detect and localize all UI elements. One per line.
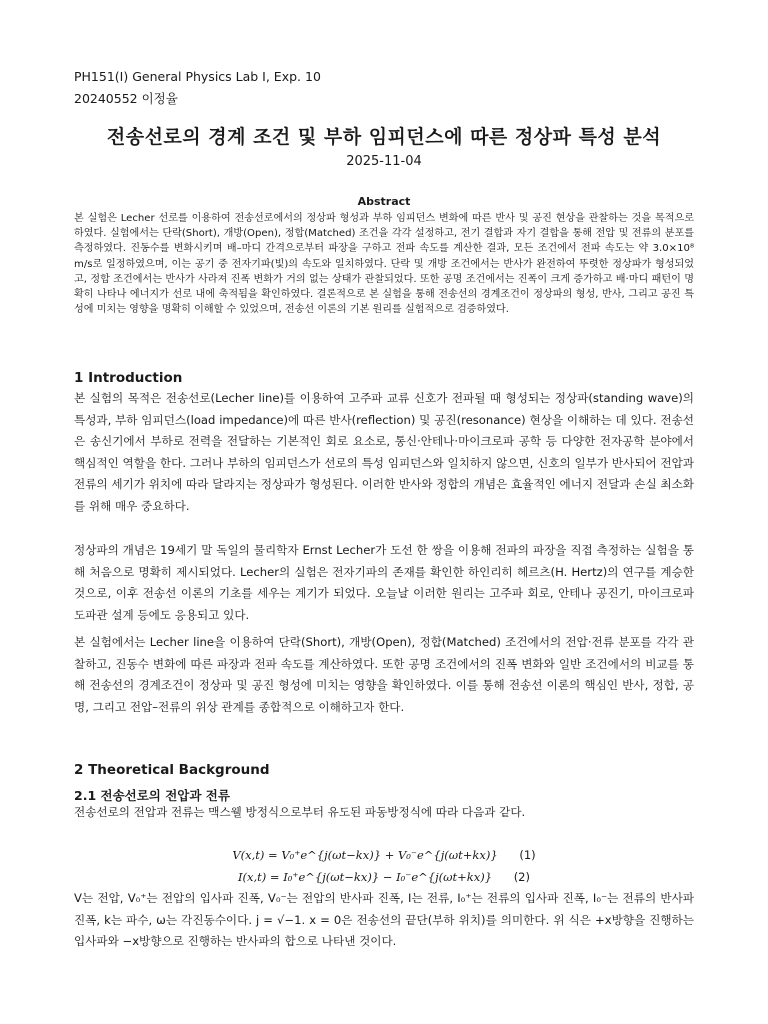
equation-2-number: (2) <box>513 870 530 884</box>
theory-heading: 2 Theoretical Background <box>74 762 270 778</box>
equation-2-body: I(x,t) = I₀⁺e^{j(ωt−kx)} − I₀⁻e^{j(ωt+kx)} <box>238 870 493 884</box>
intro-paragraph-1: 본 실험의 목적은 전송선로(Lecher line)를 이용하여 고주파 교류 신호가 전파될 때 형성되는 정상파(standing wave)의 특성과, 부하 임피던스(load impedance)에 따른 반사(reflection) 및 공진(resonance) 현상을 이해하는 데 있다. 전송선은 송신기에서 부하로 전력을 전달하는 기본적인 회로 요소로, 통신·안테나·마이크로파 공학 등 다양한 전자공학 분야에서 핵심적인 역할을 한다. 그러나 부하의 임피던스가 선로의 특성 임피던스와 일치하지 않으면, 신호의 일부가 반사되어 전압과 전류의 세기가 위치에 따라 달라지는 정상파가 형성된다. 이러한 반사와 정합의 개념은 효율적인 에너지 전달과 손실 최소화를 위해 매우 중요하다. <box>74 391 694 513</box>
theory-paragraph-1: 전송선로의 전압과 전류는 맥스웰 방정식으로부터 유도된 파동방정식에 따라 다음과 같다. <box>74 805 526 819</box>
intro-paragraph-3: 본 실험에서는 Lecher line을 이용하여 단락(Short), 개방(Open), 정합(Matched) 조건에서의 전압·전류 분포를 각각 관찰하고, 진동수 변화에 따른 파장과 전파 속도를 계산하였다. 또한 공명 조건에서의 진폭 변화와 일반 조건에서의 비교를 통해 전송선의 경계조건이 정상파 및 공진 형성에 미치는 영향을 확인하였다. 이를 통해 전송선 이론의 핵심인 반사, 정합, 공명, 그리고 전압–전류의 위상 관계를 종합적으로 이해하고자 한다. <box>74 635 694 714</box>
abstract-heading: Abstract <box>357 195 411 208</box>
author-line: 20240552 이정율 <box>74 91 178 106</box>
abstract-text: 본 실험은 Lecher 선로를 이용하여 전송선로에서의 정상파 형성과 부하 임피던스 변화에 따른 반사 및 공진 현상을 관찰하는 것을 목적으로 하였다. 실험에서는 단락(Short), 개방(Open), 정합(Matched) 조건을 각각 설정하고, 전기 결합과 자기 결합을 통해 전압 및 전류의 분포를 측정하였다. 진동수를 변화시키며 배–마디 간격으로부터 파장을 구하고 전파 속도를 계산한 결과, 모든 조건에서 전파 속도는 약 3.0×10⁸ m/s로 일정하였으며, 이는 공기 중 전자기파(빛)의 속도와 일치하였다. 단락 및 개방 조건에서는 반사가 완전하여 뚜렷한 정상파가 형성되었고, 정합 조건에서는 반사가 사라져 진폭 변화가 거의 없는 상태가 관찰되었다. 또한 공명 조건에서는 진폭이 크게 증가하고 배·마디 패턴이 명확히 나타나 에너지가 선로 내에 축적됨을 확인하였다. 결론적으로 본 실험을 통해 전송선의 경계조건이 정상파의 형성, 반사, 그리고 공진 특성에 미치는 영향을 명확히 이해할 수 있었으며, 전송선 이론의 기본 원리를 실험적으로 검증하였다. <box>74 213 694 316</box>
theory-subheading: 2.1 전송선로의 전압과 전류 <box>74 788 230 803</box>
intro-paragraph-2: 정상파의 개념은 19세기 말 독일의 물리학자 Ernst Lecher가 도선 한 쌍을 이용해 전파의 파장을 직접 측정하는 실험을 통해 처음으로 명확히 제시되었다. Lecher의 실험은 전자기파의 존재를 확인한 하인리히 헤르츠(H. Hertz)의 연구를 계승한 것으로, 이후 전송선 이론의 기초를 세우는 계기가 되었다. 오늘날 이러한 원리는 고주파 회로, 안테나 공진기, 마이크로파 도파관 설계 등에도 응용되고 있다. <box>74 543 694 622</box>
intro-heading: 1 Introduction <box>74 370 183 386</box>
header-meta <box>74 66 321 110</box>
theory-paragraph-2: V는 전압, V₀⁺는 전압의 입사파 진폭, V₀⁻는 전압의 반사파 진폭, I는 전류, I₀⁺는 전류의 입사파 진폭, I₀⁻는 전류의 반사파 진폭, k는 파수, ω는 각진동수이다. j = √−1. x = 0은 전송선의 끝단(부하 위치)를 의미한다. 위 식은 +x방향을 진행하는 입사파와 −x방향으로 진행하는 반사파의 합으로 나타낸 것이다. <box>74 891 694 948</box>
equation-1 <box>0 848 768 862</box>
equation-2 <box>0 870 768 884</box>
equation-1-number: (1) <box>519 848 536 862</box>
paper-date: 2025-11-04 <box>346 154 422 169</box>
course-line: PH151(I) General Physics Lab I, Exp. 10 <box>74 69 321 84</box>
equation-1-body: V(x,t) = V₀⁺e^{j(ωt−kx)} + V₀⁻e^{j(ωt+kx)} <box>232 848 498 862</box>
paper-title: 전송선로의 경계 조건 및 부하 임피던스에 따른 정상파 특성 분석 <box>106 126 662 148</box>
